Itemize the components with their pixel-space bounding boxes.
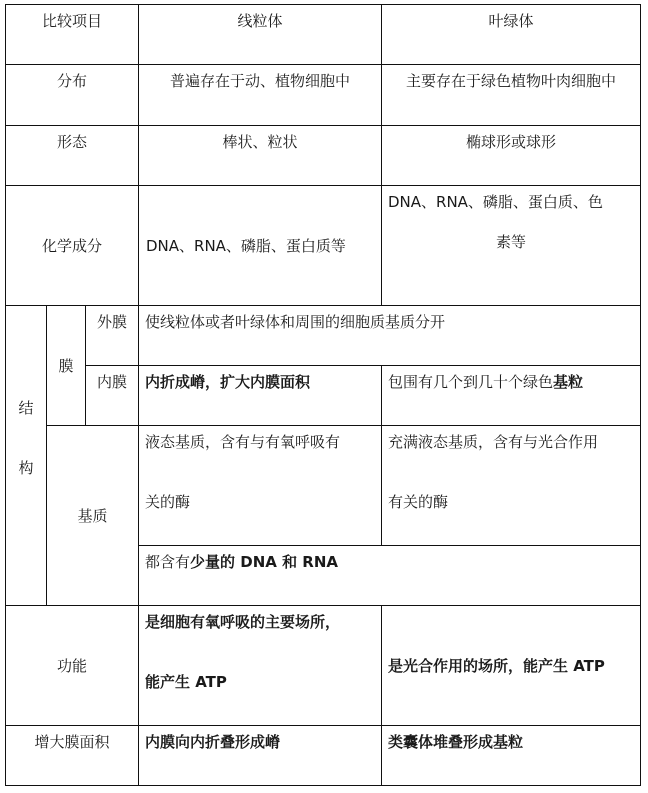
distribution-chloro-text: 主要存在于绿色植物叶肉细胞中: [405, 72, 616, 90]
row-label-shape: [5, 125, 139, 186]
matrix-chloro-line2: 有关的酶: [388, 493, 449, 511]
function-mito-line1: 是细胞有氧呼吸的主要场所，: [145, 613, 341, 631]
row-label-membrane-area: [5, 725, 139, 786]
matrix-chloro-cell: [381, 425, 641, 546]
header-mitochondria-label: 线粒体: [237, 12, 283, 30]
function-chloro-cell: [381, 605, 641, 726]
structure-label-char1: 结: [18, 399, 34, 417]
matrix-label-cell: [46, 425, 139, 606]
shape-mito-cell: [138, 125, 382, 186]
header-cell-chloroplast: [381, 4, 641, 65]
shape-label: 形态: [56, 133, 87, 151]
membrane-area-chloro-text: 类囊体堆叠形成基粒: [388, 733, 524, 751]
header-item-label: 比较项目: [41, 12, 102, 30]
inner-membrane-label-cell: [85, 365, 139, 426]
inner-membrane-mito-cell: [138, 365, 382, 426]
chemistry-chloro-line1: DNA、RNA、磷脂、蛋白质、色: [388, 193, 603, 211]
membrane-label: 膜: [58, 356, 74, 375]
chemistry-mito-text: DNA、RNA、磷脂、蛋白质等: [146, 236, 346, 255]
inner-membrane-label: 内膜: [96, 373, 127, 391]
matrix-shared-text: 都含有: [145, 553, 191, 571]
membrane-area-label: 增大膜面积: [34, 733, 110, 751]
membrane-area-mito-text: 内膜向内折叠形成嵴: [145, 733, 281, 751]
distribution-chloro-cell: [381, 64, 641, 126]
chemistry-chloro-cell: [381, 185, 641, 306]
header-chloroplast-label: 叶绿体: [488, 12, 534, 30]
matrix-shared-cell: [138, 545, 641, 606]
function-chloro-text: 是光合作用的场所，能产生 ATP: [388, 656, 605, 675]
outer-membrane-label: 外膜: [96, 313, 127, 331]
structure-label-char2: 构: [18, 459, 34, 477]
structure-label-cell: [5, 305, 47, 606]
shape-chloro-cell: [381, 125, 641, 186]
comparison-table: [5, 4, 641, 786]
chemistry-chloro-line2: 素等: [495, 233, 526, 251]
inner-membrane-chloro-bold: 基粒: [553, 373, 584, 391]
inner-membrane-chloro-cell: [381, 365, 641, 426]
header-cell-mitochondria: [138, 4, 382, 65]
inner-membrane-chloro-text: 包围有几个到几十个绿色: [388, 373, 554, 391]
function-label: 功能: [56, 656, 87, 675]
chemistry-mito-cell: [138, 185, 382, 306]
distribution-mito-cell: [138, 64, 382, 126]
header-cell-item: [5, 4, 139, 65]
matrix-shared-bold: 少量的 DNA 和 RNA: [190, 553, 339, 571]
matrix-mito-cell: [138, 425, 382, 546]
matrix-mito-line2: 关的酶: [145, 493, 191, 511]
distribution-mito-text: 普遍存在于动、植物细胞中: [169, 72, 350, 90]
matrix-mito-line1: 液态基质，含有与有氧呼吸有: [145, 433, 341, 451]
membrane-label-cell: [46, 305, 86, 426]
outer-membrane-shared-cell: [138, 305, 641, 366]
chemistry-label: 化学成分: [41, 236, 102, 255]
inner-membrane-mito-text: 内折成嵴，扩大内膜面积: [145, 373, 311, 391]
row-label-distribution: [5, 64, 139, 126]
matrix-label: 基质: [77, 506, 108, 525]
matrix-chloro-line1: 充满液态基质，含有与光合作用: [388, 433, 599, 451]
outer-membrane-label-cell: [85, 305, 139, 366]
distribution-label: 分布: [56, 72, 87, 90]
function-mito-line2: 能产生 ATP: [145, 673, 227, 691]
shape-mito-text: 棒状、粒状: [222, 133, 298, 151]
row-label-chemistry: [5, 185, 139, 306]
membrane-area-chloro-cell: [381, 725, 641, 786]
membrane-area-mito-cell: [138, 725, 382, 786]
shape-chloro-text: 椭球形或球形: [465, 133, 556, 151]
outer-membrane-text: 使线粒体或者叶绿体和周围的细胞质基质分开: [145, 313, 446, 331]
function-mito-cell: [138, 605, 382, 726]
row-label-function: [5, 605, 139, 726]
